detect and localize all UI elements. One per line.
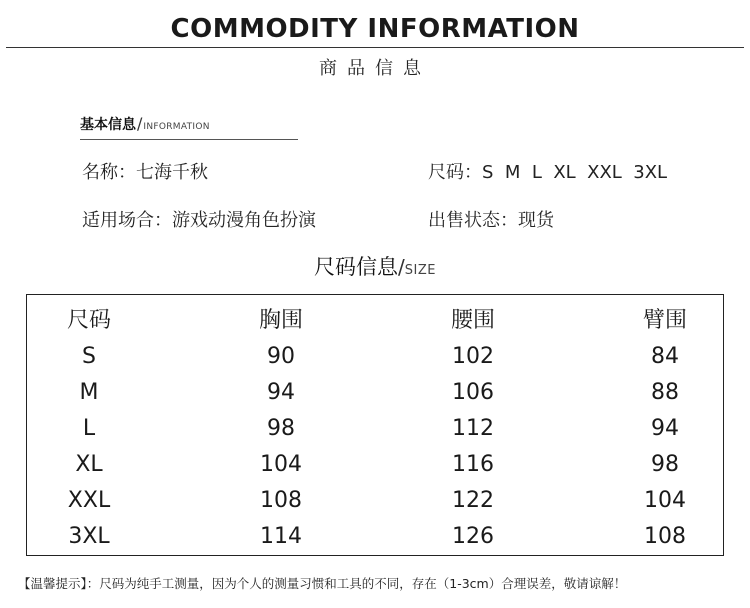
size-cell: L	[82, 416, 96, 441]
size-cell: XXL	[67, 488, 111, 513]
chest-cell: 94	[267, 380, 295, 405]
size-cell: S	[82, 344, 96, 369]
arm-cell: 94	[651, 416, 679, 441]
size-info-heading-cn: 尺码信息	[314, 255, 399, 279]
available-sizes: 尺码：S M L XL XXL 3XL	[428, 162, 668, 183]
column-header-arm: 臂围	[642, 308, 687, 333]
page-subtitle: 商品信息	[319, 58, 431, 79]
size-info-heading	[0, 251, 750, 281]
column-header-chest: 胸围	[258, 308, 303, 333]
waist-cell: 106	[452, 380, 494, 405]
column-header-waist: 腰围	[450, 308, 495, 333]
size-cell: XL	[75, 452, 103, 477]
page-title: COMMODITY INFORMATION	[170, 14, 580, 44]
column-header-size: 尺码	[66, 308, 111, 333]
table-row	[27, 411, 723, 447]
sale-status: 出售状态：现货	[428, 210, 554, 231]
chest-cell: 90	[267, 344, 295, 369]
size-info-heading-slash: /	[398, 255, 405, 279]
waist-cell: 126	[452, 524, 494, 549]
product-name: 名称：七海千秋	[82, 162, 208, 183]
chest-cell: 98	[267, 416, 295, 441]
size-table	[26, 294, 724, 556]
size-info-heading-en: SIZE	[404, 263, 436, 278]
table-header-row	[27, 303, 723, 339]
basic-info-heading	[80, 114, 298, 140]
arm-cell: 108	[644, 524, 686, 549]
waist-cell: 102	[452, 344, 494, 369]
measurement-notice: 【温馨提示】：尺码为纯手工测量，因为个人的测量习惯和工具的不同，存在（1-3cm）合理误差，敬请谅解！	[18, 576, 627, 591]
basic-info-heading-en: INFORMATION	[143, 122, 210, 132]
arm-cell: 84	[651, 344, 679, 369]
arm-cell: 104	[644, 488, 686, 513]
table-row	[27, 447, 723, 483]
basic-info-heading-cn: 基本信息	[80, 117, 136, 133]
usage-occasion: 适用场合：游戏动漫角色扮演	[82, 210, 316, 231]
arm-cell: 88	[651, 380, 679, 405]
table-row	[27, 519, 723, 555]
chest-cell: 114	[260, 524, 302, 549]
waist-cell: 122	[452, 488, 494, 513]
waist-cell: 112	[452, 416, 494, 441]
table-row	[27, 375, 723, 411]
table-row	[27, 339, 723, 375]
basic-info-heading-slash: /	[137, 114, 143, 133]
arm-cell: 98	[651, 452, 679, 477]
size-cell: M	[79, 380, 99, 405]
waist-cell: 116	[452, 452, 494, 477]
size-cell: 3XL	[68, 524, 110, 549]
chest-cell: 104	[260, 452, 302, 477]
chest-cell: 108	[260, 488, 302, 513]
table-row	[27, 483, 723, 519]
title-divider	[6, 47, 744, 48]
